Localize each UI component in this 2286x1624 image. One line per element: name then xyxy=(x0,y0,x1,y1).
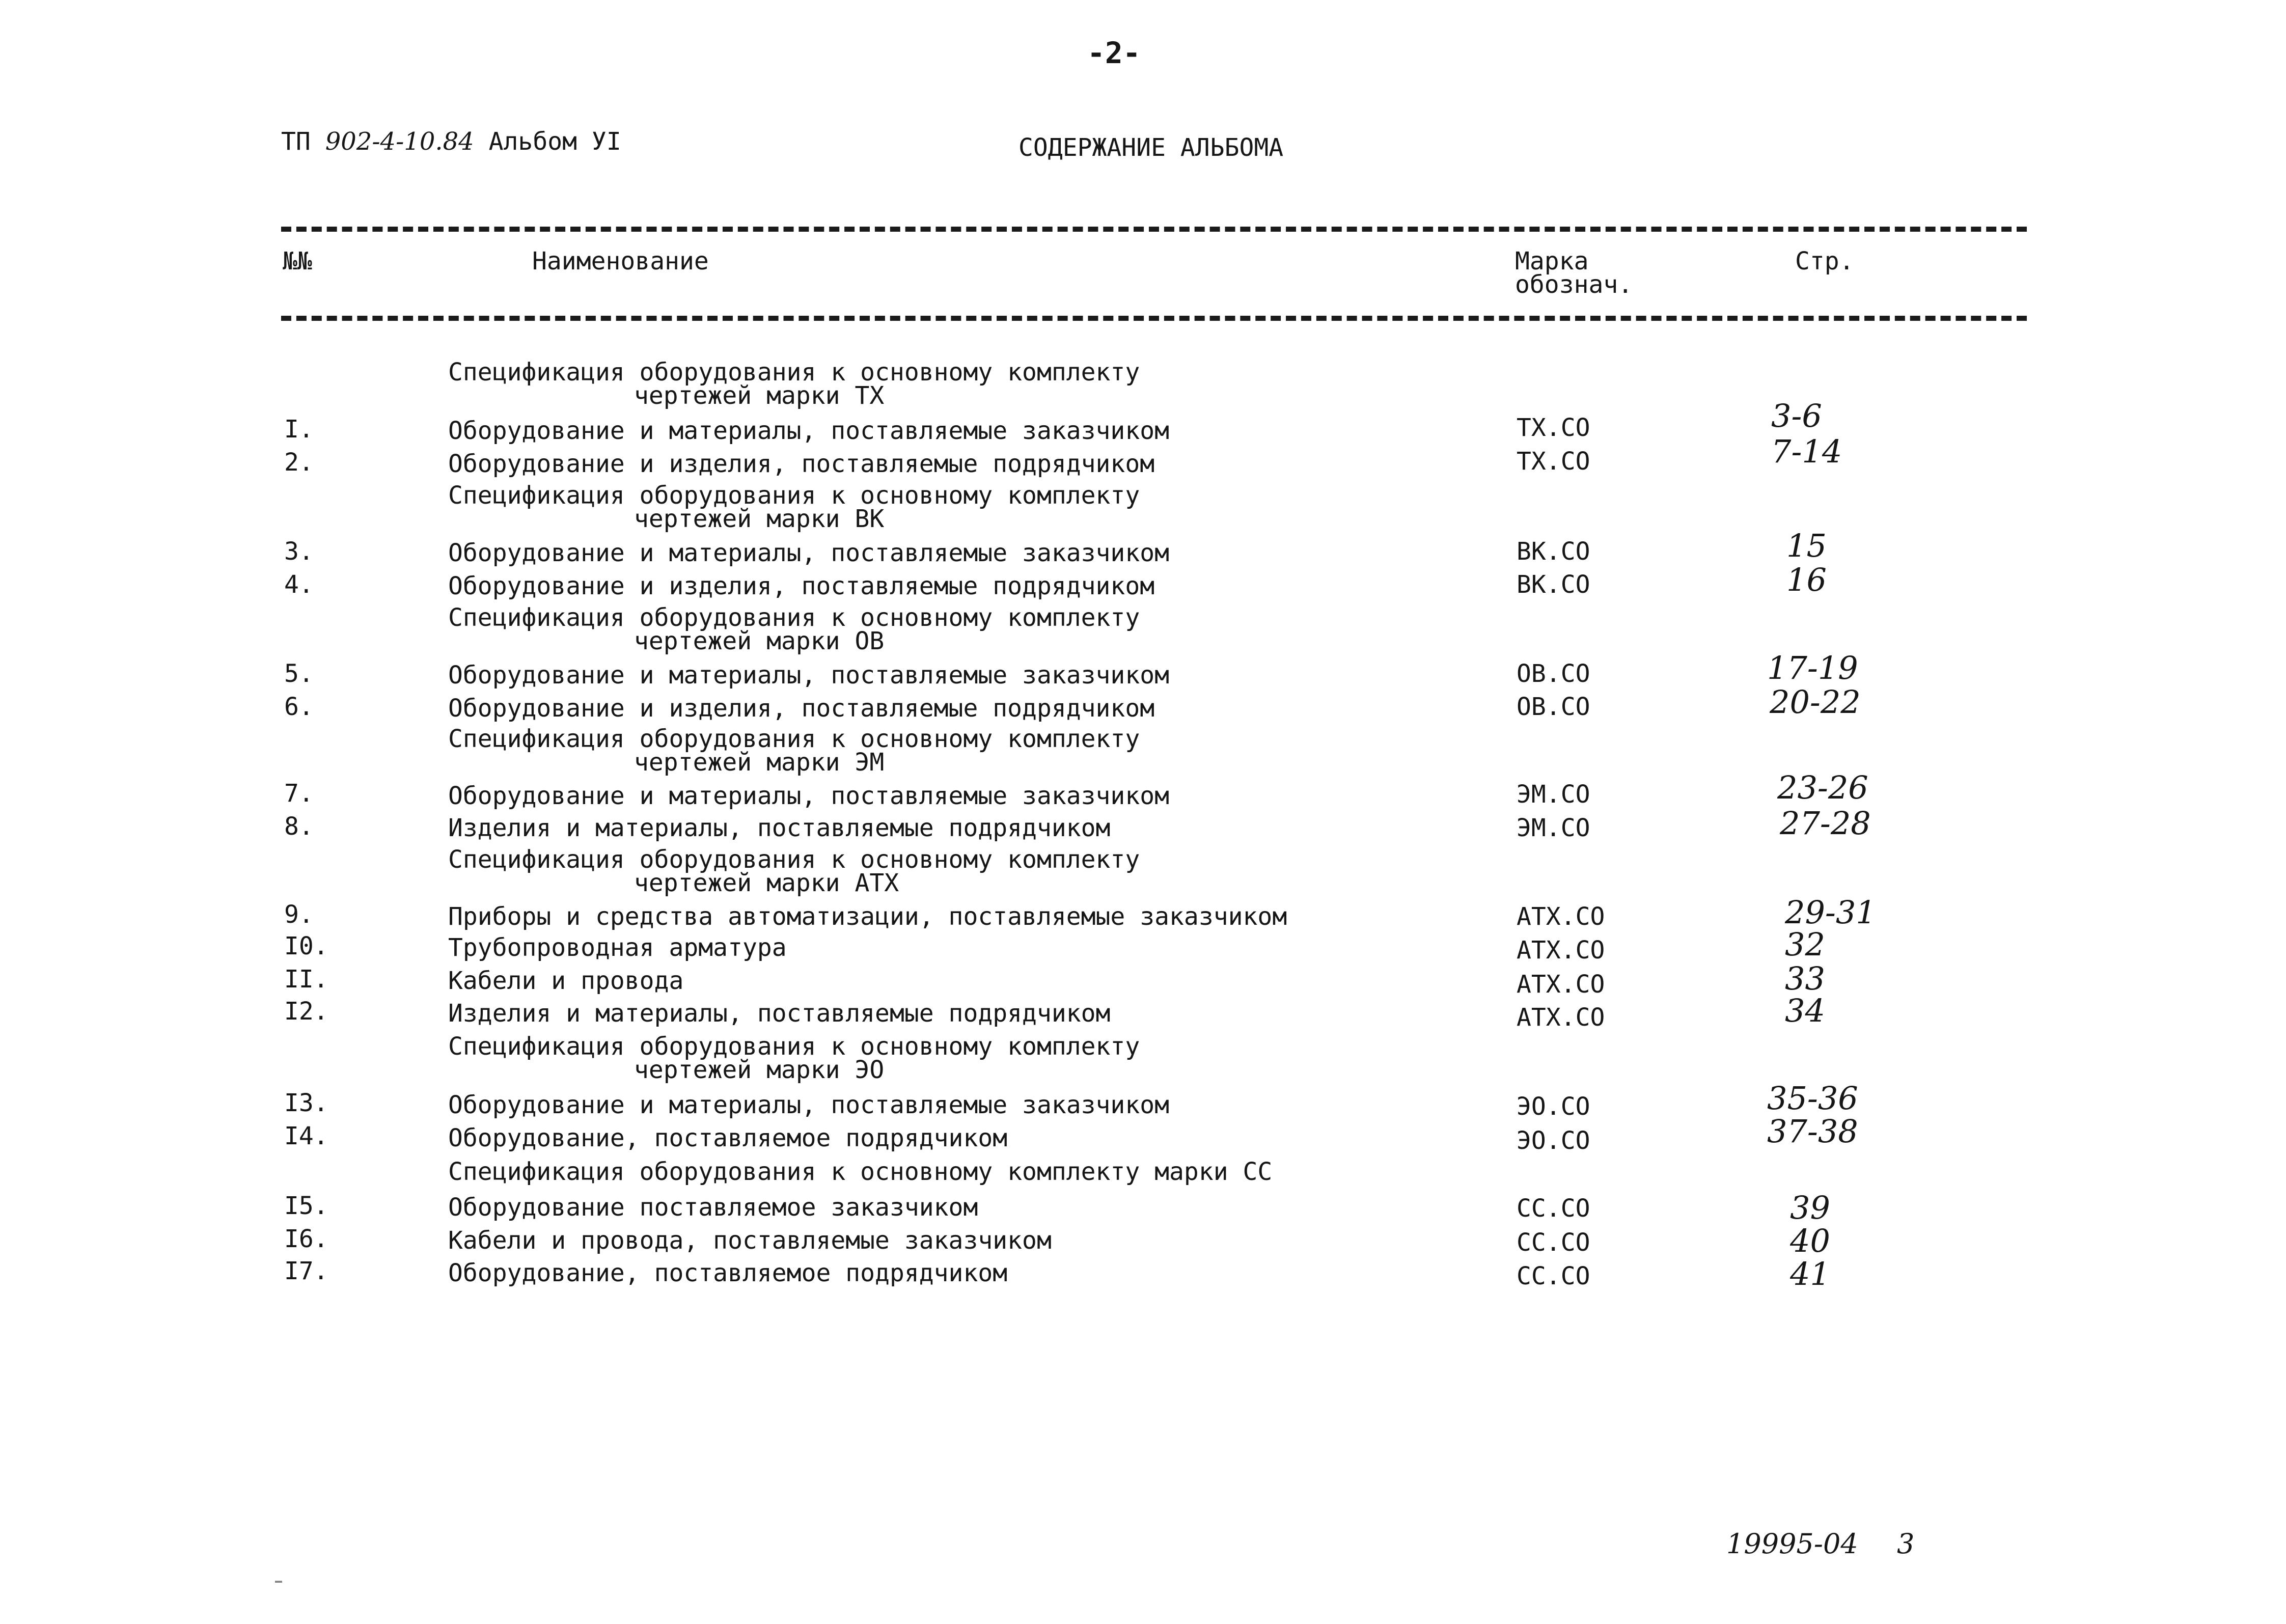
section-title-tx xyxy=(448,358,1140,410)
row-mark: АТХ.СО xyxy=(1517,936,1605,965)
section-title-line2: чертежей марки ТХ xyxy=(634,381,885,410)
doc-code-handwritten: 902-4-10.84 xyxy=(325,127,474,156)
document-code xyxy=(281,127,621,156)
row-name: Оборудование и материалы, поставляемые заказчиком xyxy=(448,661,1170,690)
row-number: 7. xyxy=(284,779,314,808)
column-header-mark-line1: Марка xyxy=(1515,247,1589,276)
row-mark: СС.СО xyxy=(1517,1228,1590,1257)
table-top-rule xyxy=(281,227,2027,232)
row-page: 17-19 xyxy=(1767,649,1858,686)
section-title-line1: Спецификация оборудования к основному комплекту xyxy=(448,358,1140,387)
section-title-line2: чертежей марки АТХ xyxy=(634,869,899,897)
row-number: 9. xyxy=(284,900,314,929)
row-number: 2. xyxy=(284,448,314,477)
row-number: I4. xyxy=(284,1122,328,1150)
row-page: 33 xyxy=(1785,960,1825,997)
section-title-em xyxy=(448,725,1140,777)
row-page: 40 xyxy=(1790,1222,1830,1259)
row-page: 7-14 xyxy=(1771,433,1842,470)
section-title-atx xyxy=(448,845,1140,897)
section-title-line2: чертежей марки ВК xyxy=(634,505,885,533)
row-mark: ВК.СО xyxy=(1517,537,1590,566)
row-number: 5. xyxy=(284,659,314,688)
row-mark: ТХ.СО xyxy=(1517,447,1590,476)
row-number: I7. xyxy=(284,1257,328,1285)
row-page: 23-26 xyxy=(1777,769,1868,806)
section-title-line1: Спецификация оборудования к основному комплекту xyxy=(448,603,1140,632)
row-name: Оборудование и материалы, поставляемые заказчиком xyxy=(448,417,1170,445)
row-mark: ЭО.СО xyxy=(1517,1126,1590,1155)
column-header-mark-line2: обознач. xyxy=(1515,270,1633,299)
row-name: Оборудование поставляемое заказчиком xyxy=(448,1193,978,1222)
section-title-line2: чертежей марки ЭМ xyxy=(634,748,885,777)
column-header-page: Стр. xyxy=(1795,247,1854,276)
row-mark: ТХ.СО xyxy=(1517,414,1590,442)
row-mark: АТХ.СО xyxy=(1517,902,1605,931)
row-page: 37-38 xyxy=(1767,1113,1858,1150)
row-name: Изделия и материалы, поставляемые подрядчиком xyxy=(448,999,1111,1028)
section-title-vk xyxy=(448,481,1140,533)
row-page: 27-28 xyxy=(1780,805,1871,842)
row-mark: СС.СО xyxy=(1517,1262,1590,1290)
row-mark: ВК.СО xyxy=(1517,570,1590,599)
row-mark: СС.СО xyxy=(1517,1194,1590,1223)
table-header-rule xyxy=(281,316,2027,321)
row-page: 29-31 xyxy=(1785,894,1876,931)
row-number: I. xyxy=(284,415,314,444)
row-page: 15 xyxy=(1786,527,1827,564)
row-mark: ЭО.СО xyxy=(1517,1092,1590,1121)
row-name: Трубопроводная арматура xyxy=(448,933,787,962)
row-number: II. xyxy=(284,965,328,994)
row-name: Кабели и провода, поставляемые заказчиком xyxy=(448,1226,1052,1255)
column-header-mark xyxy=(1515,247,1633,299)
column-header-number: №№ xyxy=(283,247,312,276)
row-page: 39 xyxy=(1790,1189,1830,1226)
row-name: Оборудование, поставляемое подрядчиком xyxy=(448,1259,1008,1287)
row-mark: ЭМ.СО xyxy=(1517,814,1590,842)
section-title-line2: чертежей марки ЭО xyxy=(634,1056,885,1084)
row-page: 41 xyxy=(1790,1255,1830,1292)
row-page: 34 xyxy=(1785,992,1825,1029)
row-number: I2. xyxy=(284,997,328,1026)
section-title-ov xyxy=(448,603,1140,655)
row-mark: ОВ.СО xyxy=(1517,693,1590,721)
row-number: I0. xyxy=(284,932,328,960)
page-title: СОДЕРЖАНИЕ АЛЬБОМА xyxy=(1018,133,1284,162)
row-number: 4. xyxy=(284,570,314,599)
row-page: 32 xyxy=(1785,926,1825,963)
scan-speck xyxy=(275,1581,282,1583)
row-name: Изделия и материалы, поставляемые подрядчиком xyxy=(448,814,1111,842)
row-number: 6. xyxy=(284,693,314,721)
section-title-line1: Спецификация оборудования к основному комплекту xyxy=(448,845,1140,874)
row-number: 8. xyxy=(284,812,314,841)
section-title-line1: Спецификация оборудования к основному комплекту xyxy=(448,1032,1140,1061)
row-mark: ЭМ.СО xyxy=(1517,780,1590,809)
section-title-line1: Спецификация оборудования к основному комплекту марки СС xyxy=(448,1158,1273,1186)
row-number: I5. xyxy=(284,1192,328,1220)
row-number: I3. xyxy=(284,1089,328,1117)
doc-code-prefix: ТП xyxy=(281,127,311,156)
column-header-name: Наименование xyxy=(532,247,709,276)
row-name: Оборудование и изделия, поставляемые подрядчиком xyxy=(448,572,1155,600)
row-mark: АТХ.СО xyxy=(1517,970,1605,999)
row-page: 16 xyxy=(1786,561,1827,598)
section-title-line2: чертежей марки ОВ xyxy=(634,627,885,655)
row-name: Оборудование и изделия, поставляемые подрядчиком xyxy=(448,694,1155,723)
section-title-eo xyxy=(448,1032,1140,1084)
row-name: Оборудование и материалы, поставляемые заказчиком xyxy=(448,539,1170,567)
section-title-line1: Спецификация оборудования к основному комплекту xyxy=(448,725,1140,753)
section-title-ss xyxy=(448,1158,1273,1186)
row-name: Кабели и провода xyxy=(448,967,684,995)
row-page: 35-36 xyxy=(1767,1080,1858,1117)
page-number: -2- xyxy=(1087,36,1141,70)
doc-code-suffix: Альбом УI xyxy=(488,127,621,156)
section-title-line1: Спецификация оборудования к основному комплекту xyxy=(448,481,1140,510)
archive-code: 19995-04 xyxy=(1726,1528,1858,1560)
sheet-number: 3 xyxy=(1897,1528,1915,1560)
row-mark: ОВ.СО xyxy=(1517,659,1590,688)
row-number: I6. xyxy=(284,1225,328,1253)
row-page: 3-6 xyxy=(1771,397,1822,434)
row-name: Приборы и средства автоматизации, поставляемые заказчиком xyxy=(448,902,1287,931)
row-page: 20-22 xyxy=(1770,683,1861,721)
row-name: Оборудование и материалы, поставляемые заказчиком xyxy=(448,1091,1170,1119)
row-name: Оборудование, поставляемое подрядчиком xyxy=(448,1124,1008,1152)
row-name: Оборудование и материалы, поставляемые заказчиком xyxy=(448,782,1170,810)
row-mark: АТХ.СО xyxy=(1517,1003,1605,1032)
row-number: 3. xyxy=(284,537,314,566)
row-name: Оборудование и изделия, поставляемые подрядчиком xyxy=(448,450,1155,478)
